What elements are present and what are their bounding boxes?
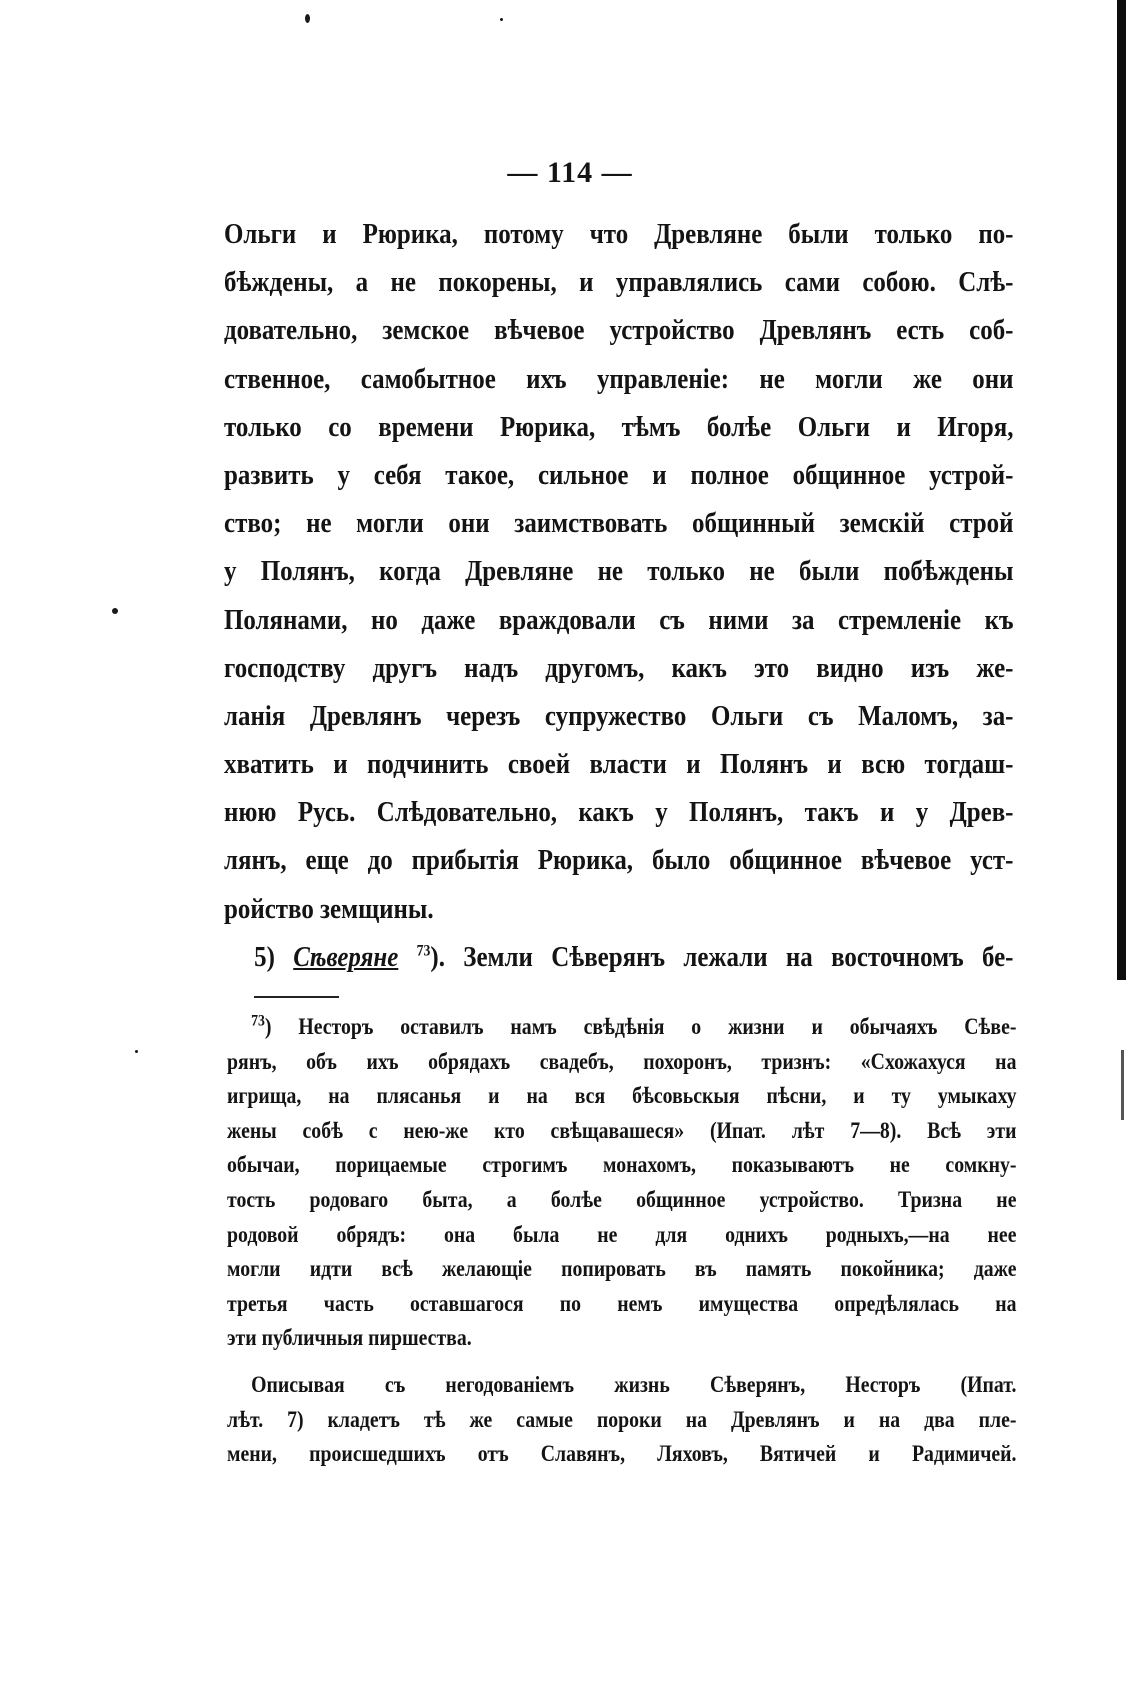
text-line: Полянами, но даже враждовали съ ними за стремленіе къ (224, 603, 1014, 636)
page-number: — 114 — (507, 156, 633, 189)
text-line: ственное, самобытное ихъ управленіе: не могли же они (224, 362, 1014, 395)
text-line: хватить и подчинить своей власти и Полянъ и всю тогдаш- (224, 748, 1014, 781)
footnote-ref: 73 (416, 942, 431, 960)
footnote-line: лѣт. 7) кладетъ тѣ же самые пороки на Древлянъ и на два пле- (227, 1406, 1017, 1432)
page-edge-shadow (1117, 0, 1126, 980)
section-heading-line (224, 933, 1013, 981)
footnote-line: третья часть оставшагося по немъ имущества опредѣлялась на (227, 1290, 1017, 1316)
text-line: ройство земщины. (224, 892, 434, 925)
scan-speck (500, 18, 503, 21)
footnote-line: жены собѣ с нею-же кто свѣщавашеся» (Ипат. лѣт 7—8). Всѣ эти (227, 1117, 1017, 1143)
footnote-line: Описывая съ негодованіемъ жизнь Сѣверянъ, Несторъ (Ипат. (251, 1371, 1017, 1397)
footnote-line: мени, происшедшихъ отъ Славянъ, Ляховъ, Вятичей и Радимичей. (227, 1441, 1017, 1467)
text-line: нюю Русь. Слѣдовательно, какъ у Полянъ, такъ и у Древ- (224, 796, 1014, 829)
footnote-line: игрища, на плясанья и на вся бѣсовьскыя пѣсни, и ту умыкаху (227, 1083, 1017, 1109)
footnote-separator (254, 996, 339, 998)
footnote-line: могли идти всѣ желающіе попировать въ память покойника; даже (227, 1256, 1017, 1282)
section-text: ). Земли Сѣверянъ лежали на восточномъ бе- (430, 940, 1014, 973)
section-number: 5) (254, 940, 275, 973)
footnote-line: родовой обрядъ: она была не для однихъ родныхъ,—на нее (227, 1221, 1017, 1247)
text-line: лянъ, еще до прибытія Рюрика, было общинное вѣчевое уст- (224, 844, 1014, 877)
text-line: Ольги и Рюрика, потому что Древляне были только по- (224, 218, 1014, 250)
footnotes (227, 1010, 1017, 1472)
footnote-line: эти публичныя пиршества. (227, 1325, 472, 1351)
page-edge-mark (1121, 1050, 1124, 1120)
scan-speck (135, 1050, 138, 1053)
scan-speck (305, 14, 310, 23)
section-title: Сѣверяне (293, 940, 399, 973)
text-line: господству другъ надъ другомъ, какъ это видно изъ же- (224, 651, 1014, 684)
footnote-line: рянъ, объ ихъ обрядахъ свадебъ, похоронъ, тризнъ: «Схожахуся на (227, 1048, 1017, 1074)
footnote-line: тость родоваго быта, а болѣе общинное устройство. Тризна не (227, 1186, 1017, 1212)
text-line: только со времени Рюрика, тѣмъ болѣе Ольги и Игоря, (224, 410, 1014, 443)
text-line: у Полянъ, когда Древляне не только не были побѣждены (224, 555, 1014, 588)
text-line: развить у себя такое, сильное и полное общинное устрой- (224, 458, 1014, 491)
footnote-line: $^{73}$) Несторъ оставилъ намъ свѣдѣнія о жизни и обычаяхъ Сѣве- (251, 1012, 1017, 1039)
text-line: бѣждены, а не покорены, и управлялись сами собою. Слѣ- (224, 266, 1014, 299)
footnote-marker: 73 (251, 1012, 265, 1030)
scan-speck (112, 608, 118, 614)
main-text (224, 210, 1014, 981)
text-line: ланія Древлянъ черезъ супружество Ольги съ Маломъ, за- (224, 699, 1014, 732)
footnote-line: обычаи, порицаемые строгимъ монахомъ, показываютъ не сомкну- (227, 1152, 1017, 1178)
text-line: ство; не могли они заимствовать общинный земскій строй (224, 507, 1014, 540)
text-line: довательно, земское вѣчевое устройство Древлянъ есть соб- (224, 314, 1014, 347)
